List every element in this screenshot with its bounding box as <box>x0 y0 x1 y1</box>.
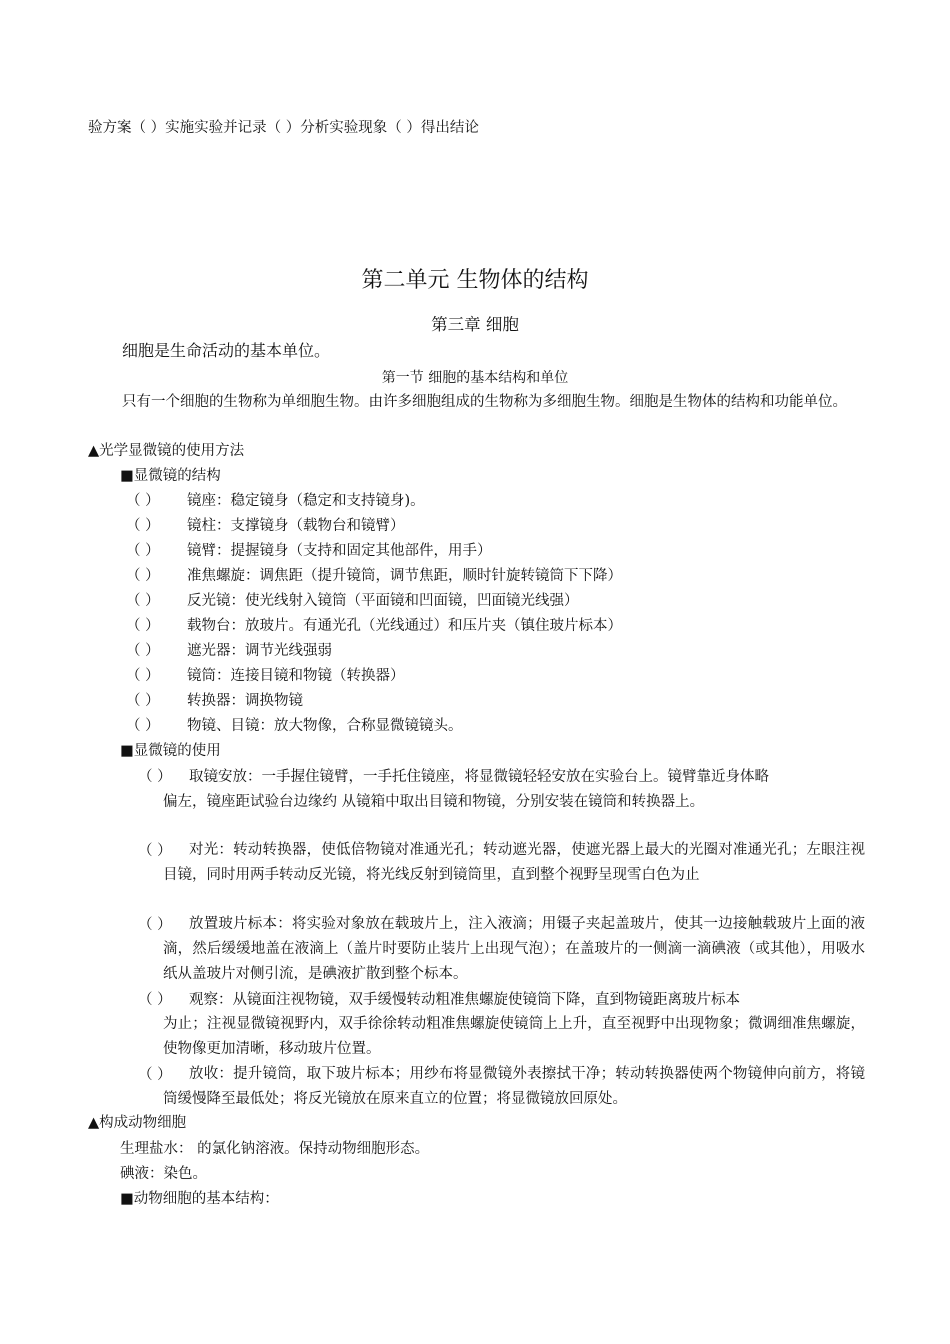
section-title: 第一节 细胞的基本结构和单位 <box>381 370 569 386</box>
part-text: 物镜、目镜：放大物像，合称显微镜镜头。 <box>187 718 463 734</box>
blank-paren: （ ） <box>138 917 172 933</box>
step-line: 观察：从镜面注视物镜，双手缓慢转动粗准焦螺旋使镜筒下降，直到物镜距离玻片标本 <box>189 992 740 1008</box>
step-text: 对光：转动转换器，使低倍物镜对准通光孔；转动遮光器，使遮光器上最大的光圈对准通光孔；左眼注视目镜，同时用两手转动反光镜，将光线反射到镜筒里，直到整个视野呈现雪白色为止 <box>163 842 865 883</box>
blank-paren: （ ） <box>138 769 172 785</box>
intro-text: 细胞是生命活动的基本单位。 <box>122 341 331 360</box>
blank-paren: （ ） <box>126 693 160 709</box>
section-paragraph: 只有一个细胞的生物称为单细胞生物。由许多细胞组成的生物称为多细胞生物。细胞是生物体的结构和功能单位。 <box>122 394 847 410</box>
animal-structure-heading: ■动物细胞的基本结构： <box>120 1191 279 1207</box>
step-text: 放置玻片标本：将实验对象放在载玻片上，注入液滴；用镊子夹起盖玻片，使其一边接触载玻片上面的液滴，然后缓缓地盖在液滴上（盖片时要防止装片上出现气泡）；在盖玻片的一侧滴一滴碘液（或其他），用吸水纸从盖玻片对侧引流，是碘液扩散到整个标本。 <box>163 916 865 982</box>
blank-paren: （ ） <box>138 1067 172 1083</box>
blank-paren: （ ） <box>126 493 160 509</box>
blank-paren: （ ） <box>138 992 172 1008</box>
top-line: 验方案（ ）实施实验并记录（ ）分析实验现象（ ）得出结论 <box>88 120 479 136</box>
animal-cell-heading: ▲构成动物细胞 <box>88 1115 187 1131</box>
blank-paren: （ ） <box>138 843 172 859</box>
blank-paren: （ ） <box>126 643 160 659</box>
blank-paren: （ ） <box>126 593 160 609</box>
chapter-title: 第三章 细胞 <box>431 315 519 334</box>
part-text: 镜座：稳定镜身（稳定和支持镜身)。 <box>187 493 425 509</box>
iodine-line: 碘液：染色。 <box>120 1166 207 1182</box>
blank-paren: （ ） <box>126 718 160 734</box>
part-text: 镜筒：连接目镜和物镜（转换器） <box>187 668 405 684</box>
step-text: 放收：提升镜筒，取下玻片标本；用纱布将显微镜外表擦拭干净；转动转换器使两个物镜伸向前方，将镜筒缓慢降至最低处；将反光镜放在原来直立的位置；将显微镜放回原处。 <box>163 1066 865 1107</box>
unit-title: 第二单元 生物体的结构 <box>361 268 589 293</box>
part-text: 镜臂：提握镜身（支持和固定其他部件，用手） <box>187 543 492 559</box>
part-text: 反光镜：使光线射入镜筒（平面镜和凹面镜，凹面镜光线强） <box>187 593 579 609</box>
blank-paren: （ ） <box>126 518 160 534</box>
step-line: 取镜安放：一手握住镜臂，一手托住镜座，将显微镜轻轻安放在实验台上。镜臂靠近身体略 <box>189 769 769 785</box>
part-text: 准焦螺旋：调焦距（提升镜筒，调节焦距，顺时针旋转镜筒下下降） <box>187 568 622 584</box>
usage-heading: ■显微镜的使用 <box>120 743 221 759</box>
step-text: 为止；注视显微镜视野内，双手徐徐转动粗准焦螺旋使镜筒上上升，直至视野中出现物象；微调细准焦螺旋，使物像更加清晰，移动玻片位置。 <box>163 1016 865 1057</box>
part-text: 镜柱：支撑镜身（载物台和镜臂） <box>187 518 405 534</box>
part-text: 载物台：放玻片。有通光孔（光线通过）和压片夹（镇住玻片标本） <box>187 618 622 634</box>
part-text: 转换器：调换物镜 <box>187 693 303 709</box>
blank-paren: （ ） <box>126 618 160 634</box>
blank-paren: （ ） <box>126 568 160 584</box>
part-text: 遮光器：调节光线强弱 <box>187 643 332 659</box>
step-line: 偏左，镜座距试验台边缘约 从镜箱中取出目镜和物镜，分别安装在镜筒和转换器上。 <box>163 794 705 810</box>
saline-line: 生理盐水： 的氯化钠溶液。保持动物细胞形态。 <box>120 1141 430 1157</box>
structure-heading: ■显微镜的结构 <box>120 468 221 484</box>
blank-paren: （ ） <box>126 668 160 684</box>
microscope-heading: ▲光学显微镜的使用方法 <box>88 443 245 459</box>
blank-paren: （ ） <box>126 543 160 559</box>
